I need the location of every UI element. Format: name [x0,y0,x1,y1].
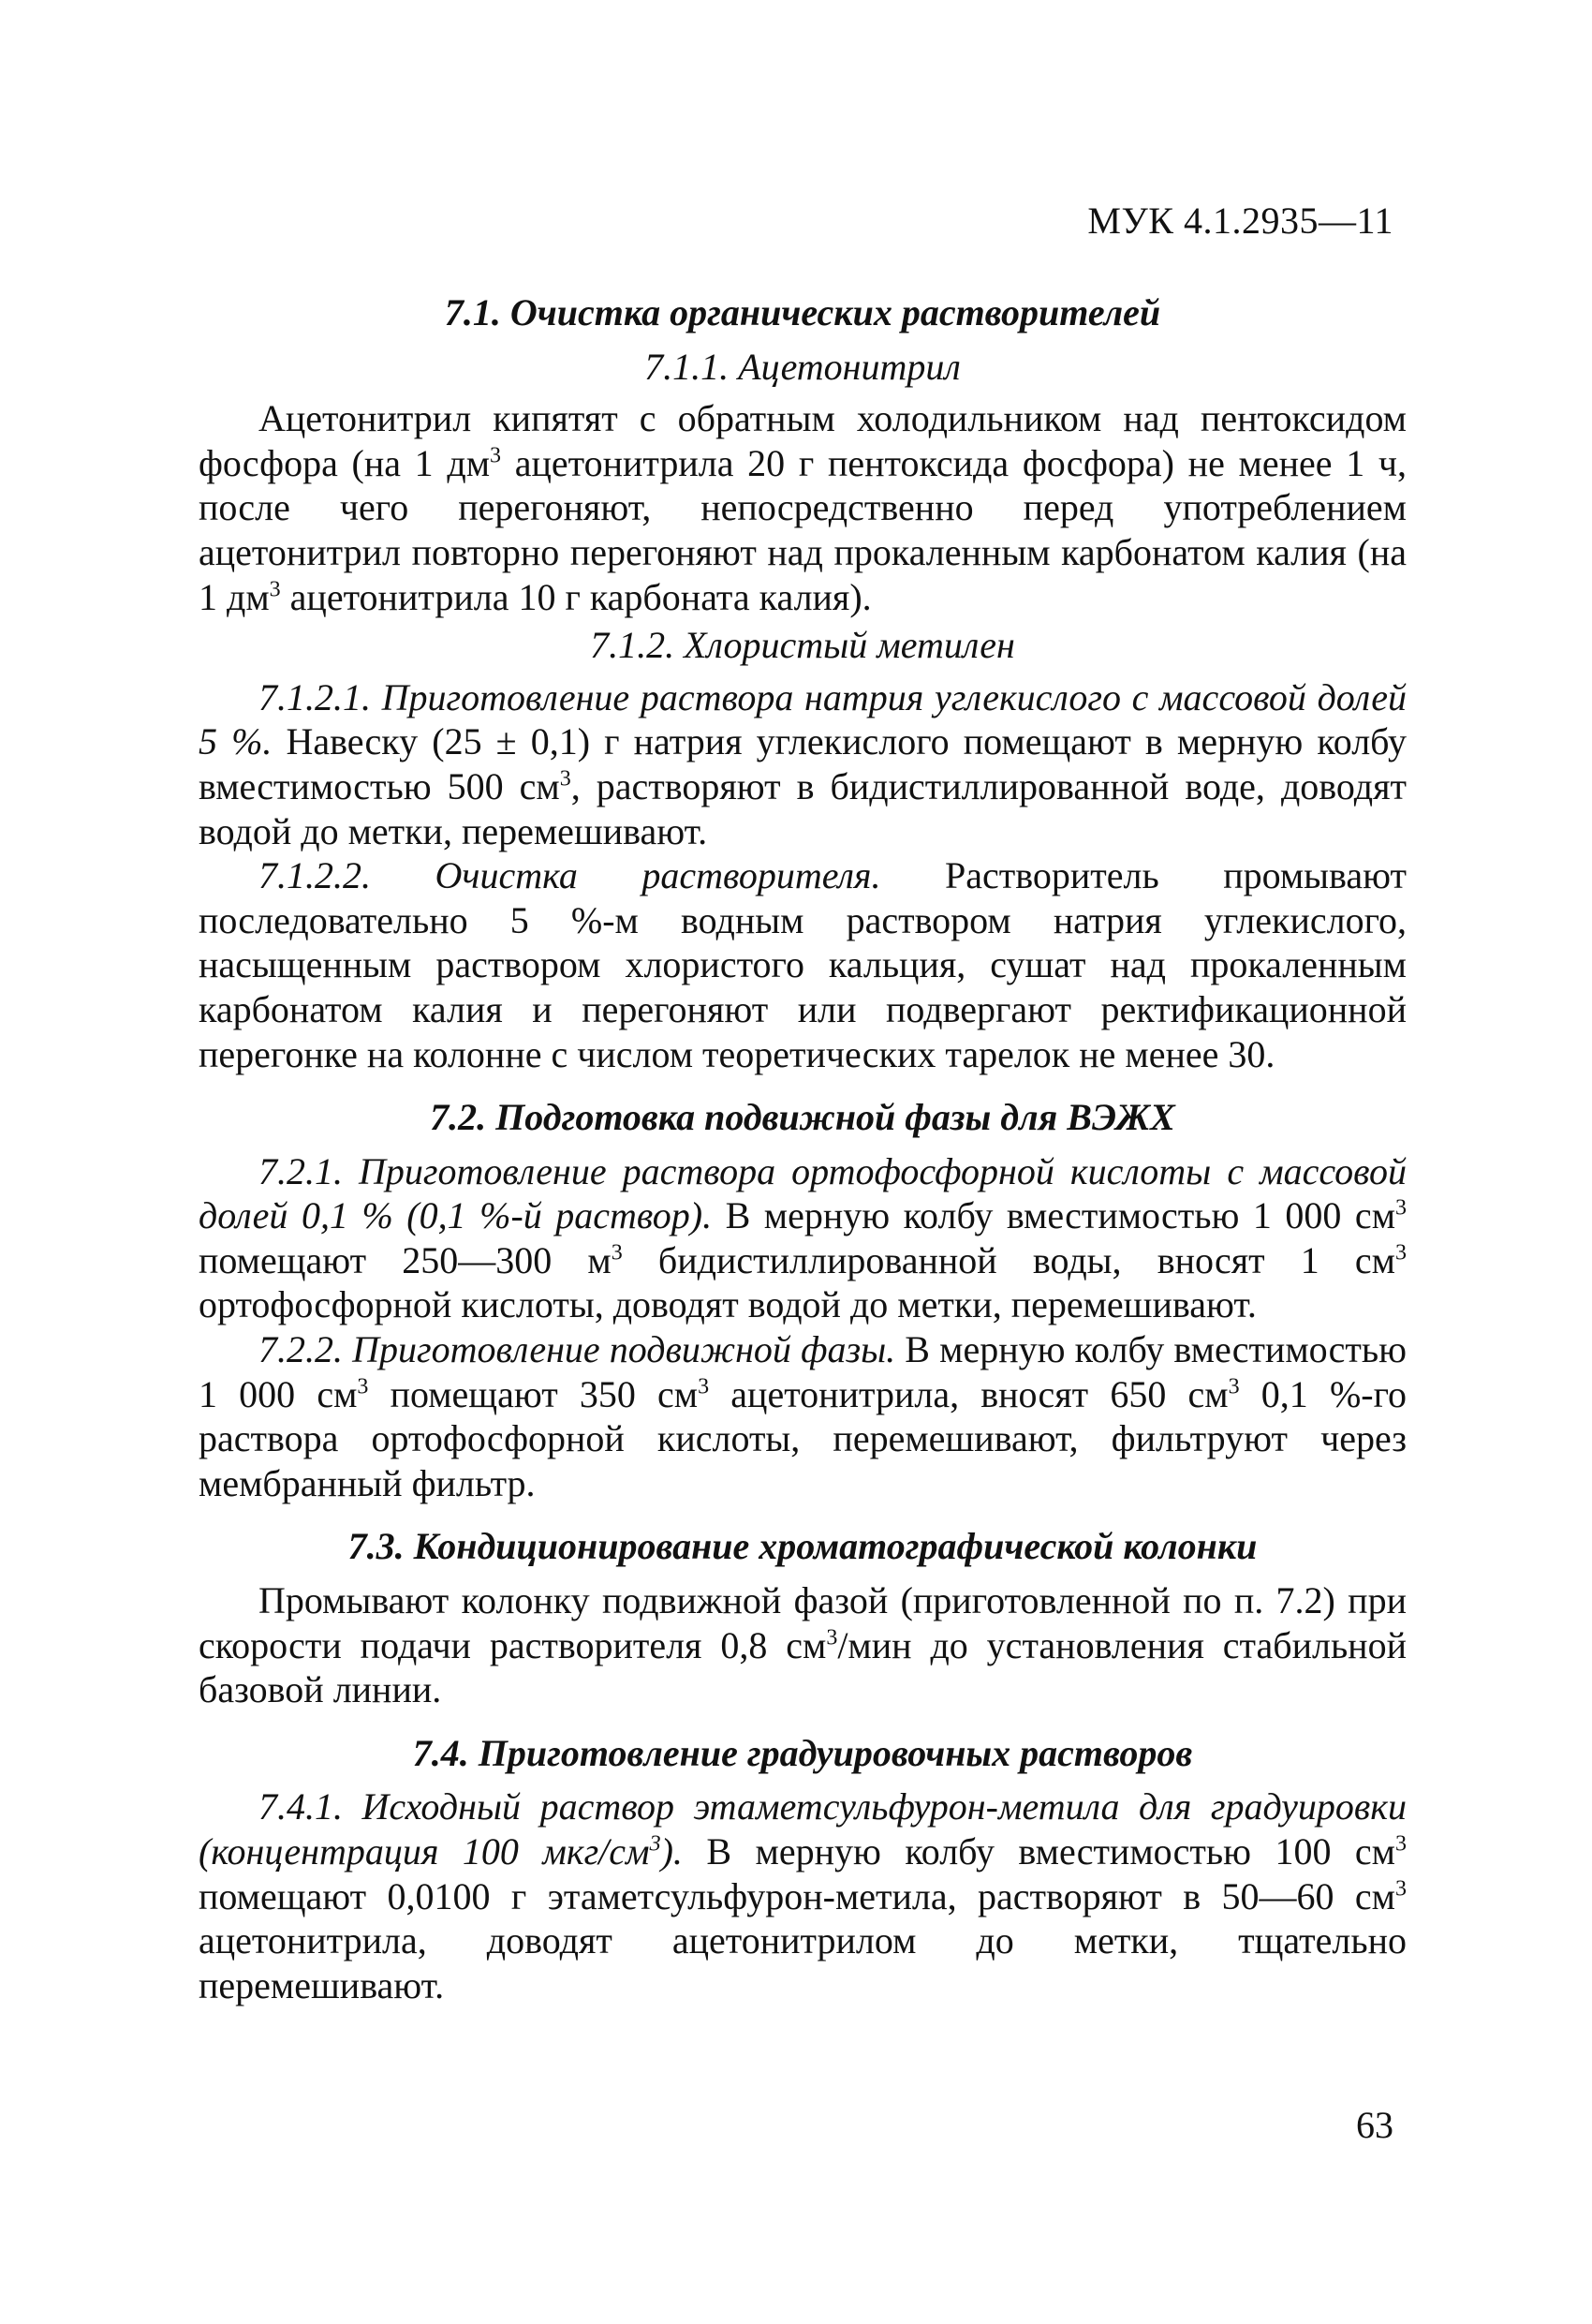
paragraph-7-4-1: 7.4.1. Исходный раствор этаметсульфурон-метила для градуировки (концентрация 100 мкг/$см^3$). В мерную колбу вместимостью 100 $см^3$ помещают 0,0100 г этаметсульфурон-метила, растворяют в 50—60 $см^3$ ацетонитрила, доводят ацетонитрилом до метки, тщательно перемешивают. [199,1785,1407,2006]
section-7-3-title: 7.3. Кондиционирование хроматографической колонки [347,1525,1258,1568]
subsection-7-1-2-title: 7.1.2. Хлористый метилен [590,624,1015,667]
paragraph-7-1-2-2: 7.1.2.2. Очистка растворителя. Растворитель промывают последовательно 5 %-м водным раствором натрия углекислого, насыщенным раствором хлористого кальция, сушат над прокаленным карбонатом калия и перегоняют или подвергают ректификационной перегонке на колонне с числом теоретических тарелок не менее 30. [199,854,1407,1075]
document-code: МУК 4.1.2935—11 [1087,200,1393,242]
page-number: 63 [1356,2104,1393,2146]
document-body [199,281,1407,2007]
section-7-4-title: 7.4. Приготовление градуировочных растворов [412,1731,1193,1774]
paragraph-7-3: Промывают колонку подвижной фазой (приготовленной по п. 7.2) при скорости подачи растворителя 0,8 $см^3$/мин до установления стабильной базовой линии. [199,1579,1407,1711]
paragraph-7-2-1: 7.2.1. Приготовление раствора ортофосфорной кислоты с массовой долей 0,1 % (0,1 %-й раствор). В мерную колбу вместимостью 1 000 $см^3$ помещают 250—300 $м^3$ бидистиллированной воды, вносят 1 $см^3$ ортофосфорной кислоты, доводят водой до метки, перемешивают. [199,1149,1407,1326]
section-7-1-title: 7.1. Очистка органических растворителей [444,291,1161,333]
paragraph-acetonitrile: Ацетонитрил кипятят с обратным холодильником над пентоксидом фосфора (на 1 $дм^3$ ацетонитрила 20 г пентоксида фосфора) не менее 1 ч, после чего перегоняют, непосредственно перед употреблением ацетонитрил повторно перегоняют над прокаленным карбонатом калия (на 1 $дм^3$ ацетонитрила 10 г карбоната калия). [199,397,1407,618]
section-7-2-title: 7.2. Подготовка подвижной фазы для ВЭЖХ [430,1096,1175,1139]
paragraph-7-1-2-1: 7.1.2.1. Приготовление раствора натрия углекислого с массовой долей 5 %. Навеску (25 ± 0,1) г натрия углекислого помещают в мерную колбу вместимостью 500 $см^3$, растворяют в бидистиллированной воде, доводят водой до метки, перемешивают. [199,675,1408,852]
paragraph-7-2-2: 7.2.2. Приготовление подвижной фазы. В мерную колбу вместимостью 1 000 $см^3$ помещают 350 $см^3$ ацетонитрила, вносят 650 $см^3$ 0,1 %-го раствора ортофосфорной кислоты, перемешивают, фильтруют через мембранный фильтр. [199,1328,1407,1504]
subsection-7-1-1-title: 7.1.1. Ацетонитрил [644,345,961,388]
